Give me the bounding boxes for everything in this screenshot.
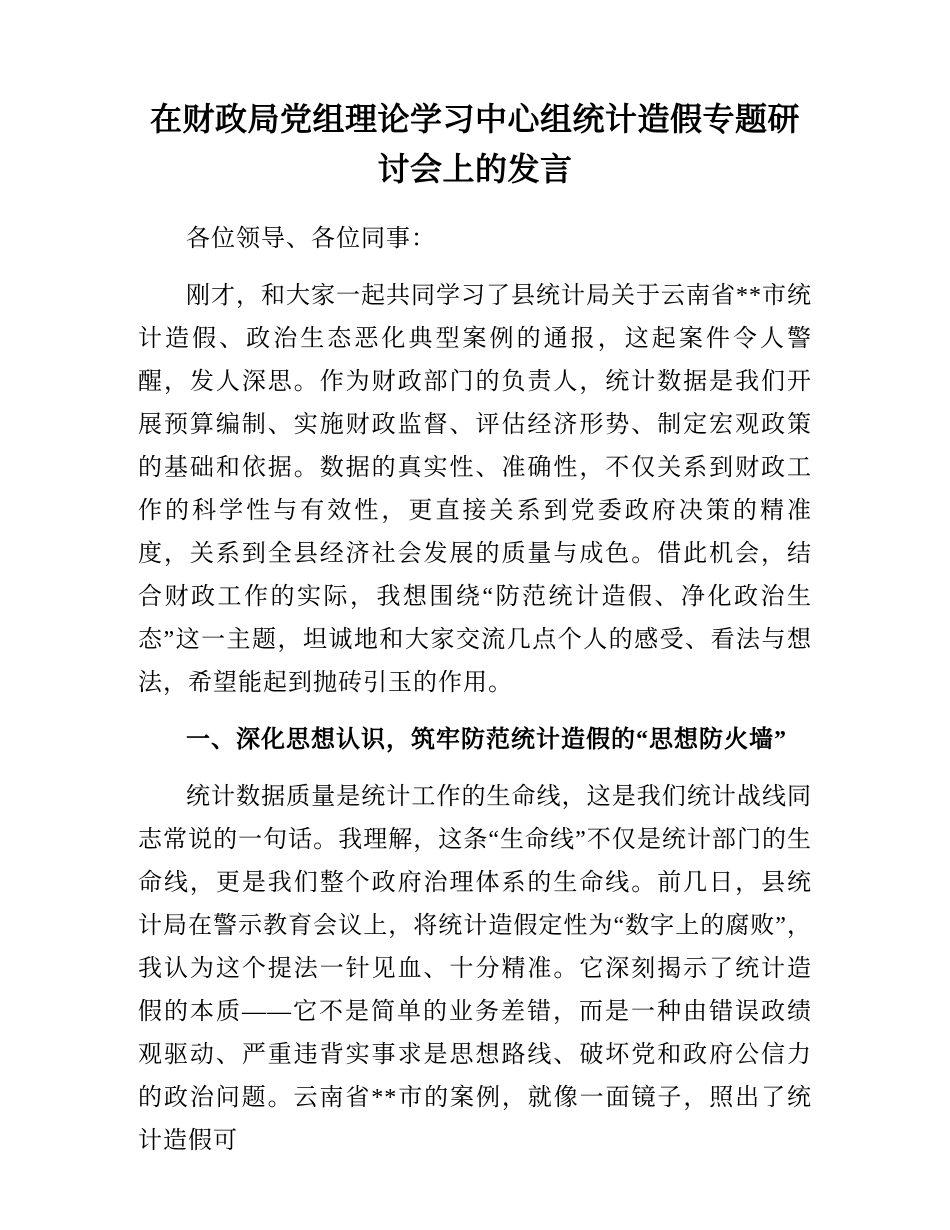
section-heading-1: 一、深化思想认识，筑牢防范统计造假的“思想防火墙” xyxy=(186,727,787,754)
document-title: 在财政局党组理论学习中心组统计造假专题研讨会上的发言 xyxy=(149,101,800,187)
salutation-paragraph: 各位领导、各位同事： xyxy=(186,226,436,253)
intro-paragraph: 刚才，和大家一起共同学习了县统计局关于云南省**市统计造假、政治生态恶化典型案例的通报，这起案件令人警醒，发人深思。作为财政部门的负责人，统计数据是我们开展预算编制、实施财政监督、评估经济形势、制定宏观政策的基础和依据。数据的真实性、准确性，不仅关系到财政工作的科学性与有效性，更直接关系到党委政府决策的精准度，关系到全县经济社会发展的质量与成色。借此机会，结合财政工作的实际，我想围绕“防范统计造假、净化政治生态”这一主题，坦诚地和大家交流几点个人的感受、看法与想法，希望能起到抛砖引玉的作用。 xyxy=(138,283,812,697)
section-1-paragraph: 统计数据质量是统计工作的生命线，这是我们统计战线同志常说的一句话。我理解，这条“生命线”不仅是统计部门的生命线，更是我们整个政府治理体系的生命线。前几日，县统计局在警示教育会议上，将统计造假定性为“数字上的腐败”，我认为这个提法一针见血、十分精准。它深刻揭示了统计造假的本质——它不是简单的业务差错，而是一种由错误政绩观驱动、严重违背实事求是思想路线、破坏党和政府公信力的政治问题。云南省**市的案例，就像一面镜子，照出了统计造假可 xyxy=(138,784,812,1155)
document-page xyxy=(138,0,812,1163)
